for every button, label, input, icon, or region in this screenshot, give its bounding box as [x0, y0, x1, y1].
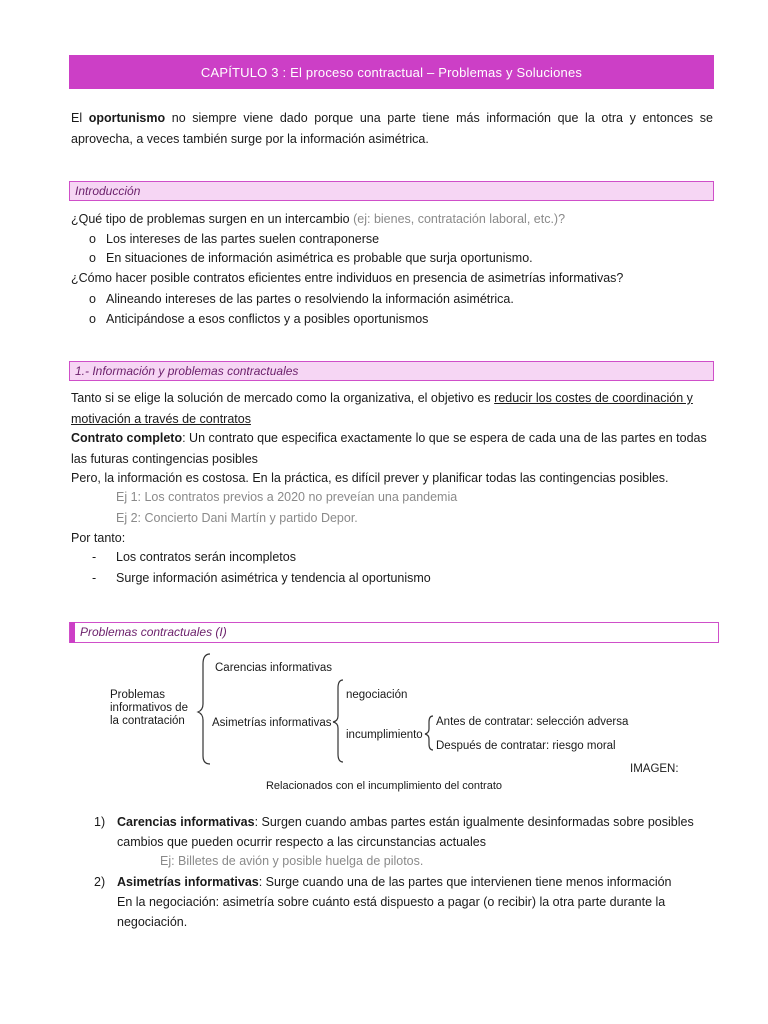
bullet-marker: o — [89, 292, 96, 306]
definition-term: Contrato completo — [71, 431, 183, 445]
list-item-term: Asimetrías informativas — [117, 875, 259, 889]
bullet-item: En situaciones de información asimétrica es probable que surja oportunismo. — [106, 251, 533, 265]
list-item-negociacion-text — [117, 892, 713, 932]
diagram-root-line-1: Problemas — [110, 689, 165, 701]
brace-incumplimiento — [425, 716, 433, 750]
text: negociación. — [117, 915, 188, 929]
diagram-asimetrias: Asimetrías informativas — [212, 717, 332, 729]
section-heading-introduccion — [69, 181, 714, 201]
bullet-marker: o — [89, 251, 96, 265]
info-paragraph-3: Pero, la información es costosa. En la práctica, es difícil prever y planificar todas las contingencias posibles. — [71, 471, 669, 485]
diagram-incumplimiento: incumplimiento — [346, 729, 423, 741]
section-title: 1.- Información y problemas contractuales — [75, 364, 299, 378]
dash-item: Los contratos serán incompletos — [116, 550, 296, 564]
contrato-completo-definition — [71, 428, 713, 470]
chapter-title-bar — [69, 55, 714, 89]
dash-item: Surge información asimétrica y tendencia al oportunismo — [116, 571, 431, 585]
list-item-term: Carencias informativas — [117, 815, 255, 829]
underlined-text: motivación a través de contratos — [71, 412, 251, 426]
chapter-title: CAPÍTULO 3 : El proceso contractual – Problemas y Soluciones — [200, 64, 583, 80]
intro-post: no siempre viene dado porque una parte tiene más información que la otra y entonces se aprovecha, a veces también surge por la información asimétrica. — [71, 111, 713, 146]
por-tanto: Por tanto: — [71, 531, 126, 545]
info-paragraph-1 — [71, 388, 713, 430]
bullet-item: Alineando intereses de las partes o resolviendo la información asimétrica. — [106, 292, 514, 306]
question-1 — [71, 209, 565, 229]
intro-paragraph — [71, 108, 713, 150]
dash-marker: - — [92, 571, 97, 585]
problems-diagram — [100, 650, 720, 775]
diagram-carencias: Carencias informativas — [215, 662, 332, 674]
text: : Un contrato que especifica exactamente lo que se espera de cada una de las partes en todas — [182, 431, 707, 445]
diagram-imagen-label: IMAGEN: — [630, 763, 679, 775]
text: : Surgen cuando ambas partes están igualmente desinformadas sobre posibles — [254, 815, 694, 829]
text: las futuras contingencias posibles — [71, 452, 258, 466]
list-item-asimetrias — [117, 872, 713, 892]
diagram-root-line-3: la contratación — [110, 715, 185, 727]
list-example: Ej: Billetes de avión y posible huelga de pilotos. — [160, 854, 424, 868]
text: : Surge cuando una de las partes que intervienen tiene menos información — [258, 875, 672, 889]
text: cambios que pueden ocurrir respecto a las circunstancias actuales — [117, 835, 486, 849]
brace-main — [198, 654, 210, 764]
section-heading-problemas — [69, 622, 719, 643]
diagram-antes: Antes de contratar: selección adversa — [436, 716, 629, 728]
bullet-marker: o — [89, 312, 96, 326]
text: En la negociación: asimetría sobre cuánto está dispuesto a pagar (o recibir) la otra parte durante la — [117, 895, 666, 909]
intro-pre: El — [71, 111, 89, 125]
section-title: Introducción — [75, 184, 141, 198]
diagram-braces — [100, 650, 720, 775]
section-title: Problemas contractuales (I) — [80, 625, 227, 639]
diagram-root-line-2: informativos de — [110, 702, 188, 714]
bullet-marker: o — [89, 232, 96, 246]
bullet-item: Anticipándose a esos conflictos y a posibles oportunismos — [106, 312, 429, 326]
text: Tanto si se elige la solución de mercado como la organizativa, el objetivo es — [71, 391, 495, 405]
question-2: ¿Cómo hacer posible contratos eficientes entre individuos en presencia de asimetrías informativas? — [71, 271, 624, 285]
section-heading-informacion — [69, 361, 714, 381]
brace-asimetrias — [333, 680, 343, 762]
diagram-caption: Relacionados con el incumplimiento del contrato — [265, 780, 503, 792]
underlined-text: reducir los costes de coordinación y — [494, 391, 693, 405]
diagram-despues: Después de contratar: riesgo moral — [436, 740, 616, 752]
diagram-negociacion: negociación — [346, 689, 408, 701]
list-number: 1) — [94, 815, 106, 829]
intro-bold-term: oportunismo — [88, 111, 166, 125]
list-number: 2) — [94, 875, 106, 889]
bullet-item: Los intereses de las partes suelen contraponerse — [106, 232, 380, 246]
list-item-carencias — [117, 812, 713, 852]
question-example: (ej: bienes, contratación laboral, etc.)? — [353, 212, 566, 226]
example-2: Ej 2: Concierto Dani Martín y partido Depor. — [116, 511, 358, 525]
dash-marker: - — [92, 550, 97, 564]
example-1: Ej 1: Los contratos previos a 2020 no preveían una pandemia — [116, 490, 458, 504]
question-text: ¿Qué tipo de problemas surgen en un intercambio — [71, 212, 354, 226]
